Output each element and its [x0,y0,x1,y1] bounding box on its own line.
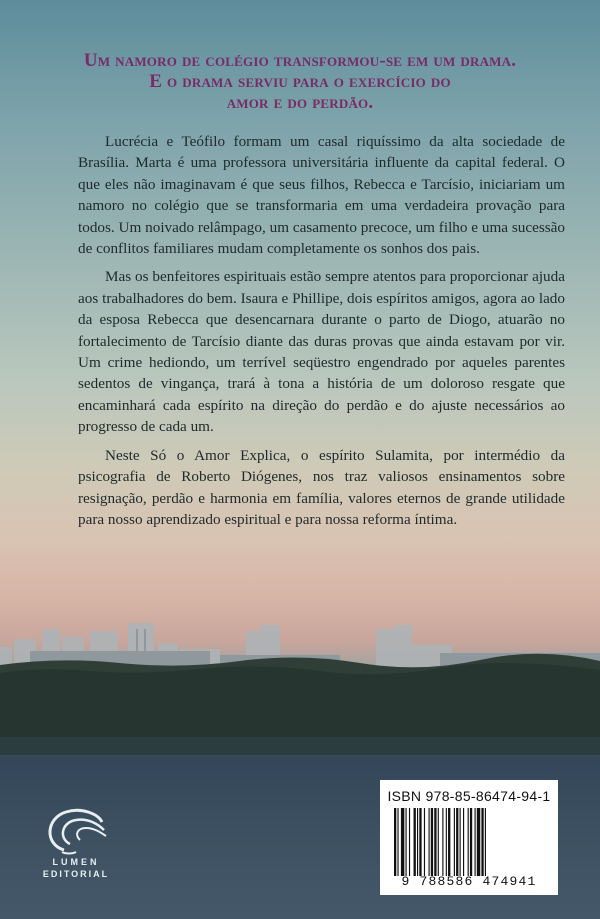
synopsis-paragraph-2: Mas os benfeitores espirituais estão sempre atentos para proporcionar ajuda aos trabalhadores do bem. Isaura e Phillipe, dois espíritos amigos, agora ao lado da esposa Rebecca que desencarnara durante o parto de Diogo, atuarão no fortalecimento de Tarcísio diante das duras provas que ainda estavam por vir. Um crime hediondo, um terrível seqüestro engendrado por aqueles parentes sedentos de vingança, trará à tona a história de um doloroso resgate que encaminhará cada espírito na direção do perdão e do ajuste necessários ao progresso de cada um. [78,268,565,436]
barcode-icon [392,808,546,876]
synopsis-paragraph-3: Neste Só o Amor Explica, o espírito Sulamita, por intermédio da psicografia de Roberto Diógenes, nos traz valiosos ensinamentos sobre resignação, perdão e harmonia em família, valores eternos de grande utilidade para nosso aprendizado espiritual e para nossa reforma íntima. [78,446,565,528]
brasilia-skyline [0,615,600,755]
tagline-line-1: Um namoro de colégio transformou-se em um drama. [83,50,517,71]
publisher-subtitle: EDITORIAL [42,869,110,879]
tagline [40,50,560,113]
tagline-line-2: E o drama serviu para o exercício do [149,71,451,92]
publisher-logo [36,800,116,895]
publisher-name: LUMEN [52,857,100,867]
isbn-barcode-box [380,780,558,895]
tagline-line-3: amor e do perdão. [226,92,374,113]
synopsis-paragraph-1: Lucrécia e Teófilo formam um casal riquíssimo da alta sociedade de Brasília. Marta é uma professora universitária influente da capital federal. O que eles não imaginavam é que seus filhos, Rebecca e Tarcísio, iniciariam um namoro no colégio que se transformaria em uma verdadeira provação para todos. Um noivado relâmpago, um casamento precoce, um filho e uma sucessão de conflitos familiares mudam completamente os sonhos dos pais. [78,133,565,258]
synopsis [78,131,565,537]
lumen-swirl-logo-icon [36,800,116,856]
isbn-label: ISBN 978-85-86474-94-1 [387,788,551,804]
barcode-digits: 9 788586 474941 [401,874,537,889]
